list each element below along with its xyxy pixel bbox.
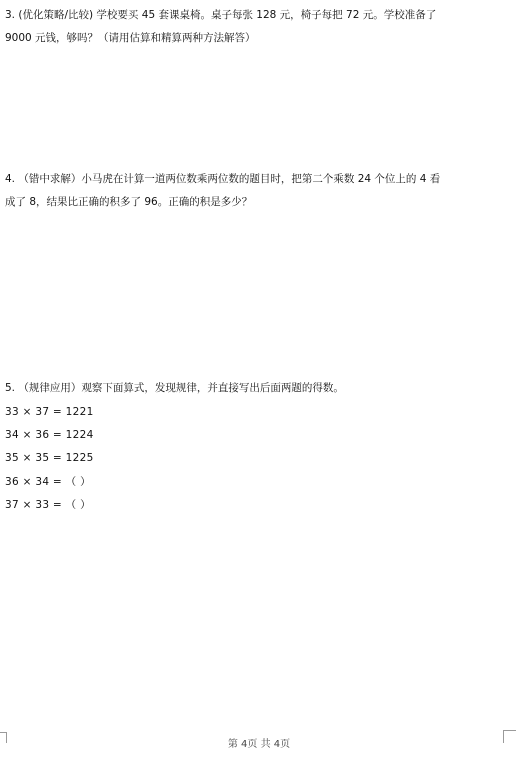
page-number-label: 第 4页 共 4页	[227, 739, 291, 750]
equation-row: 33 × 37 = 1221	[5, 406, 94, 418]
question-3-line-1: 3. (优化策略/比较) 学校要买 45 套课桌椅。桌子每张 128 元，椅子每把 72 元。学校准备了	[5, 9, 437, 21]
equation-row: 37 × 33 = （ ）	[5, 499, 91, 511]
equation-row: 36 × 34 = （ ）	[5, 476, 91, 488]
question-4-line-2: 成了 8，结果比正确的积多了 96。正确的积是多少？	[5, 196, 253, 208]
question-4-line-1: 4. （错中求解）小马虎在计算一道两位数乘两位数的题目时，把第二个乘数 24 个位上的 4 看	[5, 173, 441, 185]
question-3-line-2: 9000 元钱，够吗？（请用估算和精算两种方法解答）	[5, 32, 256, 44]
equation-row: 35 × 35 = 1225	[5, 452, 94, 464]
equation-row: 34 × 36 = 1224	[5, 429, 94, 441]
page-footer	[0, 739, 518, 751]
question-5-line-1: 5. （规律应用）观察下面算式，发现规律，并直接写出后面两题的得数。	[5, 382, 344, 394]
